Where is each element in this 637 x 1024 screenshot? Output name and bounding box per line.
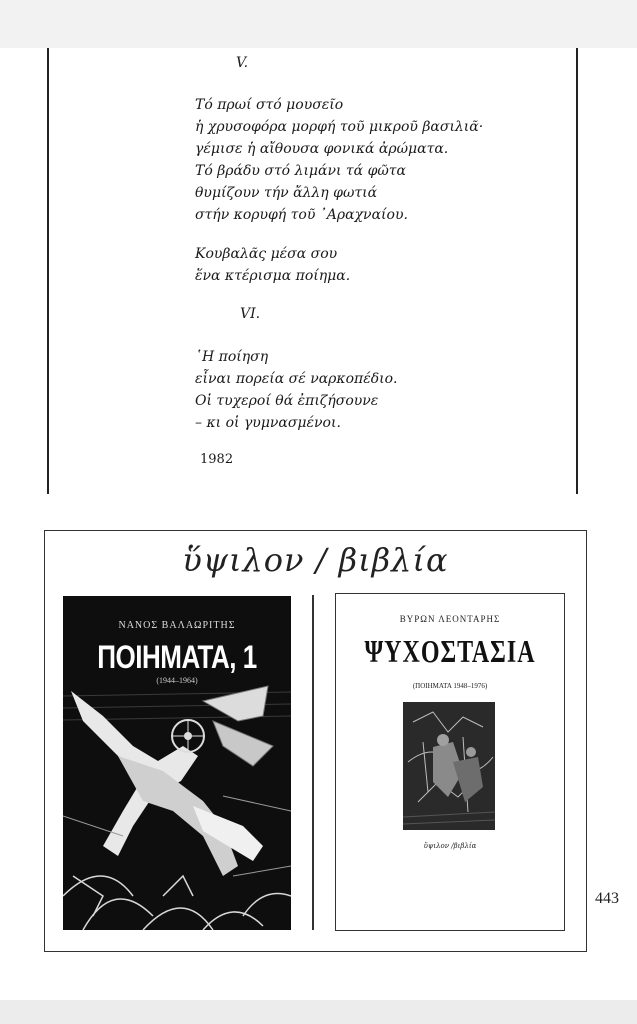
book-cover-poiimata — [63, 596, 291, 930]
poem-line: Τό πρωί στό μουσεῖο — [195, 97, 344, 113]
poem-line: – κι οἱ γυμνασμένοι. — [195, 415, 341, 431]
poem-line: εἶναι πορεία σέ ναρκοπέδιο. — [195, 371, 398, 387]
poem-section — [0, 48, 637, 528]
poem-year: 1982 — [200, 452, 234, 467]
book1-author: ΝΑΝΟΣ ΒΑΛΑΩΡΙΤΗΣ — [118, 620, 236, 631]
poem-line: στήν κορυφή τοῦ ᾿Αραχναίου. — [195, 207, 408, 223]
left-margin-rule — [47, 48, 49, 494]
book1-years: (1944–1964) — [156, 676, 198, 685]
book2-publisher-mark: ὕψιλον /βιβλία — [423, 842, 477, 850]
page-number: 443 — [595, 890, 619, 907]
scan-bottom-margin — [0, 1000, 637, 1024]
book2-title: ΨΥΧΟΣΤΑΣΙΑ — [364, 635, 536, 670]
poem-line: ἕνα κτέρισμα ποίημα. — [195, 268, 351, 284]
poem-line: Τό βράδυ στό λιμάνι τά φῶτα — [195, 163, 406, 179]
book-cover-psychostasia — [335, 593, 565, 931]
right-margin-rule — [576, 48, 578, 494]
book2-author: ΒΥΡΩΝ ΛΕΟΝΤΑΡΗΣ — [399, 614, 501, 624]
section-heading-vi: VI. — [240, 306, 261, 322]
section-heading-v: V. — [236, 55, 249, 71]
cover-divider — [312, 595, 314, 930]
book2-subtitle: (ΠΟΙΗΜΑΤΑ 1948–1976) — [412, 682, 488, 690]
poem-line: γέμισε ἡ αἴθουσα φονικά ἀρώματα. — [195, 141, 449, 157]
book1-title: ΠΟΙΗΜΑΤΑ, 1 — [97, 638, 257, 676]
book2-engraving — [403, 702, 495, 830]
poem-line: ῾Η ποίηση — [195, 349, 269, 365]
publisher-advertisement — [44, 530, 587, 952]
book-page — [0, 48, 637, 1000]
poem-line: Κουβαλᾶς μέσα σου — [195, 246, 338, 262]
publisher-name: ὕψιλον / βιβλία — [182, 541, 449, 579]
scan-top-margin — [0, 0, 637, 48]
poem-line: ἡ χρυσοφόρα μορφή τοῦ μικροῦ βασιλιᾶ· — [195, 119, 484, 135]
poem-line: θυμίζουν τήν ἄλλη φωτιά — [195, 185, 378, 201]
poem-line: Οἱ τυχεροί θά ἐπιζήσουνε — [195, 393, 379, 409]
